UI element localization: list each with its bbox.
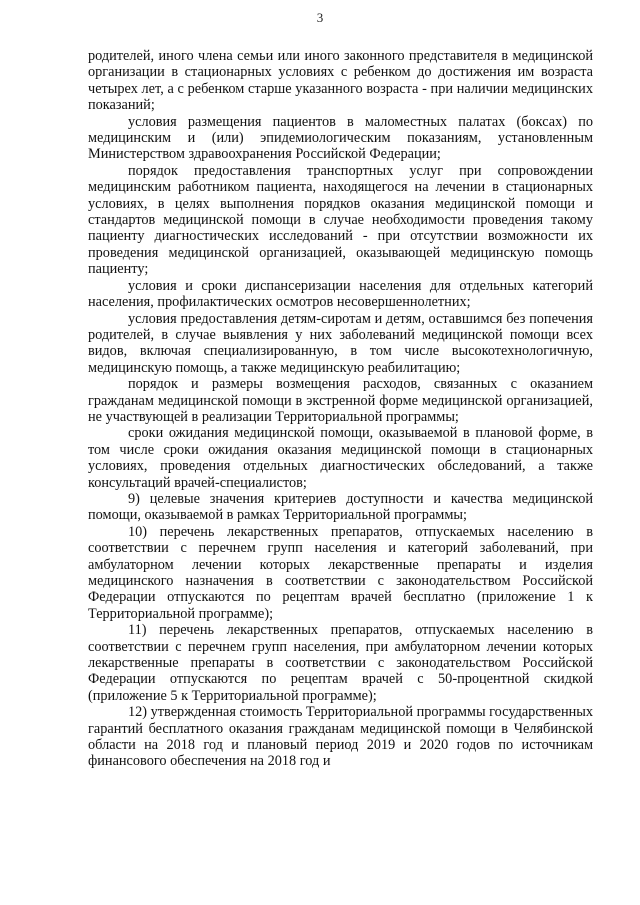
paragraph-dispensarization: условия и сроки диспансеризации населения для отдельных категорий населения, профилактических осмотров несовершеннолетних; [88, 277, 593, 311]
paragraph-parents-stay: родителей, иного члена семьи или иного законного представителя в медицинской организации в стационарных условиях с ребенком до достижения им возраста четырех лет, а с ребенком старше указанного возраста - при наличии медицинских показаний; [88, 48, 593, 114]
paragraph-item-12: 12) утвержденная стоимость Территориальной программы государственных гарантий бесплатного оказания гражданам медицинской помощи в Челябинской области на 2018 год и плановый период 2019 и 2020 годов по источникам финансового обеспечения на 2018 год и [88, 704, 593, 770]
paragraph-waiting-times: сроки ожидания медицинской помощи, оказываемой в плановой форме, в том числе сроки ожидания оказания медицинской помощи в стационарных условиях, проведения отдельных диагностических обследований, а также консультаций врачей-специалистов; [88, 425, 593, 491]
paragraph-small-wards: условия размещения пациентов в маломестных палатах (боксах) по медицинским и (или) эпидемиологическим показаниям, установленным Министерством здравоохранения Российской Федерации; [88, 113, 593, 163]
paragraph-item-9: 9) целевые значения критериев доступности и качества медицинской помощи, оказываемой в рамках Территориальной программы; [88, 490, 593, 524]
paragraph-orphans-care: условия предоставления детям-сиротам и детям, оставшимся без попечения родителей, в случае выявления у них заболеваний медицинской помощи всех видов, включая специализированную, в том числе высокотехнологичную, медицинскую помощь, а также медицинскую реабилитацию; [88, 310, 593, 376]
document-body [88, 48, 593, 770]
paragraph-emergency-reimbursement: порядок и размеры возмещения расходов, связанных с оказанием гражданам медицинской помощи в экстренной форме медицинской организацией, не участвующей в реализации Территориальной программы; [88, 376, 593, 425]
paragraph-transport-services: порядок предоставления транспортных услуг при сопровождении медицинским работником пациента, находящегося на лечении в стационарных условиях, в целях выполнения порядков оказания медицинской помощи и стандартов медицинской помощи в случае необходимости проведения такому пациенту диагностических исследований - при отсутствии возможности их проведения медицинской организацией, оказывающей медицинскую помощь пациенту; [88, 162, 593, 278]
paragraph-item-11: 11) перечень лекарственных препаратов, отпускаемых населению в соответствии с перечнем групп населения, при амбулаторном лечении которых лекарственные препараты в соответствии с законодательством Российской Федерации отпускаются по рецептам врачей с 50-процентной скидкой (приложение 5 к Территориальной программе); [88, 622, 593, 704]
paragraph-item-10: 10) перечень лекарственных препаратов, отпускаемых населению в соответствии с перечнем групп населения и категорий заболеваний, при амбулаторном лечении которых лекарственные препараты и изделия медицинского назначения в соответствии с законодательством Российской Федерации отпускаются по рецептам врачей бесплатно (приложение 1 к Территориальной программе); [88, 523, 593, 622]
page-number: 3 [316, 10, 324, 25]
